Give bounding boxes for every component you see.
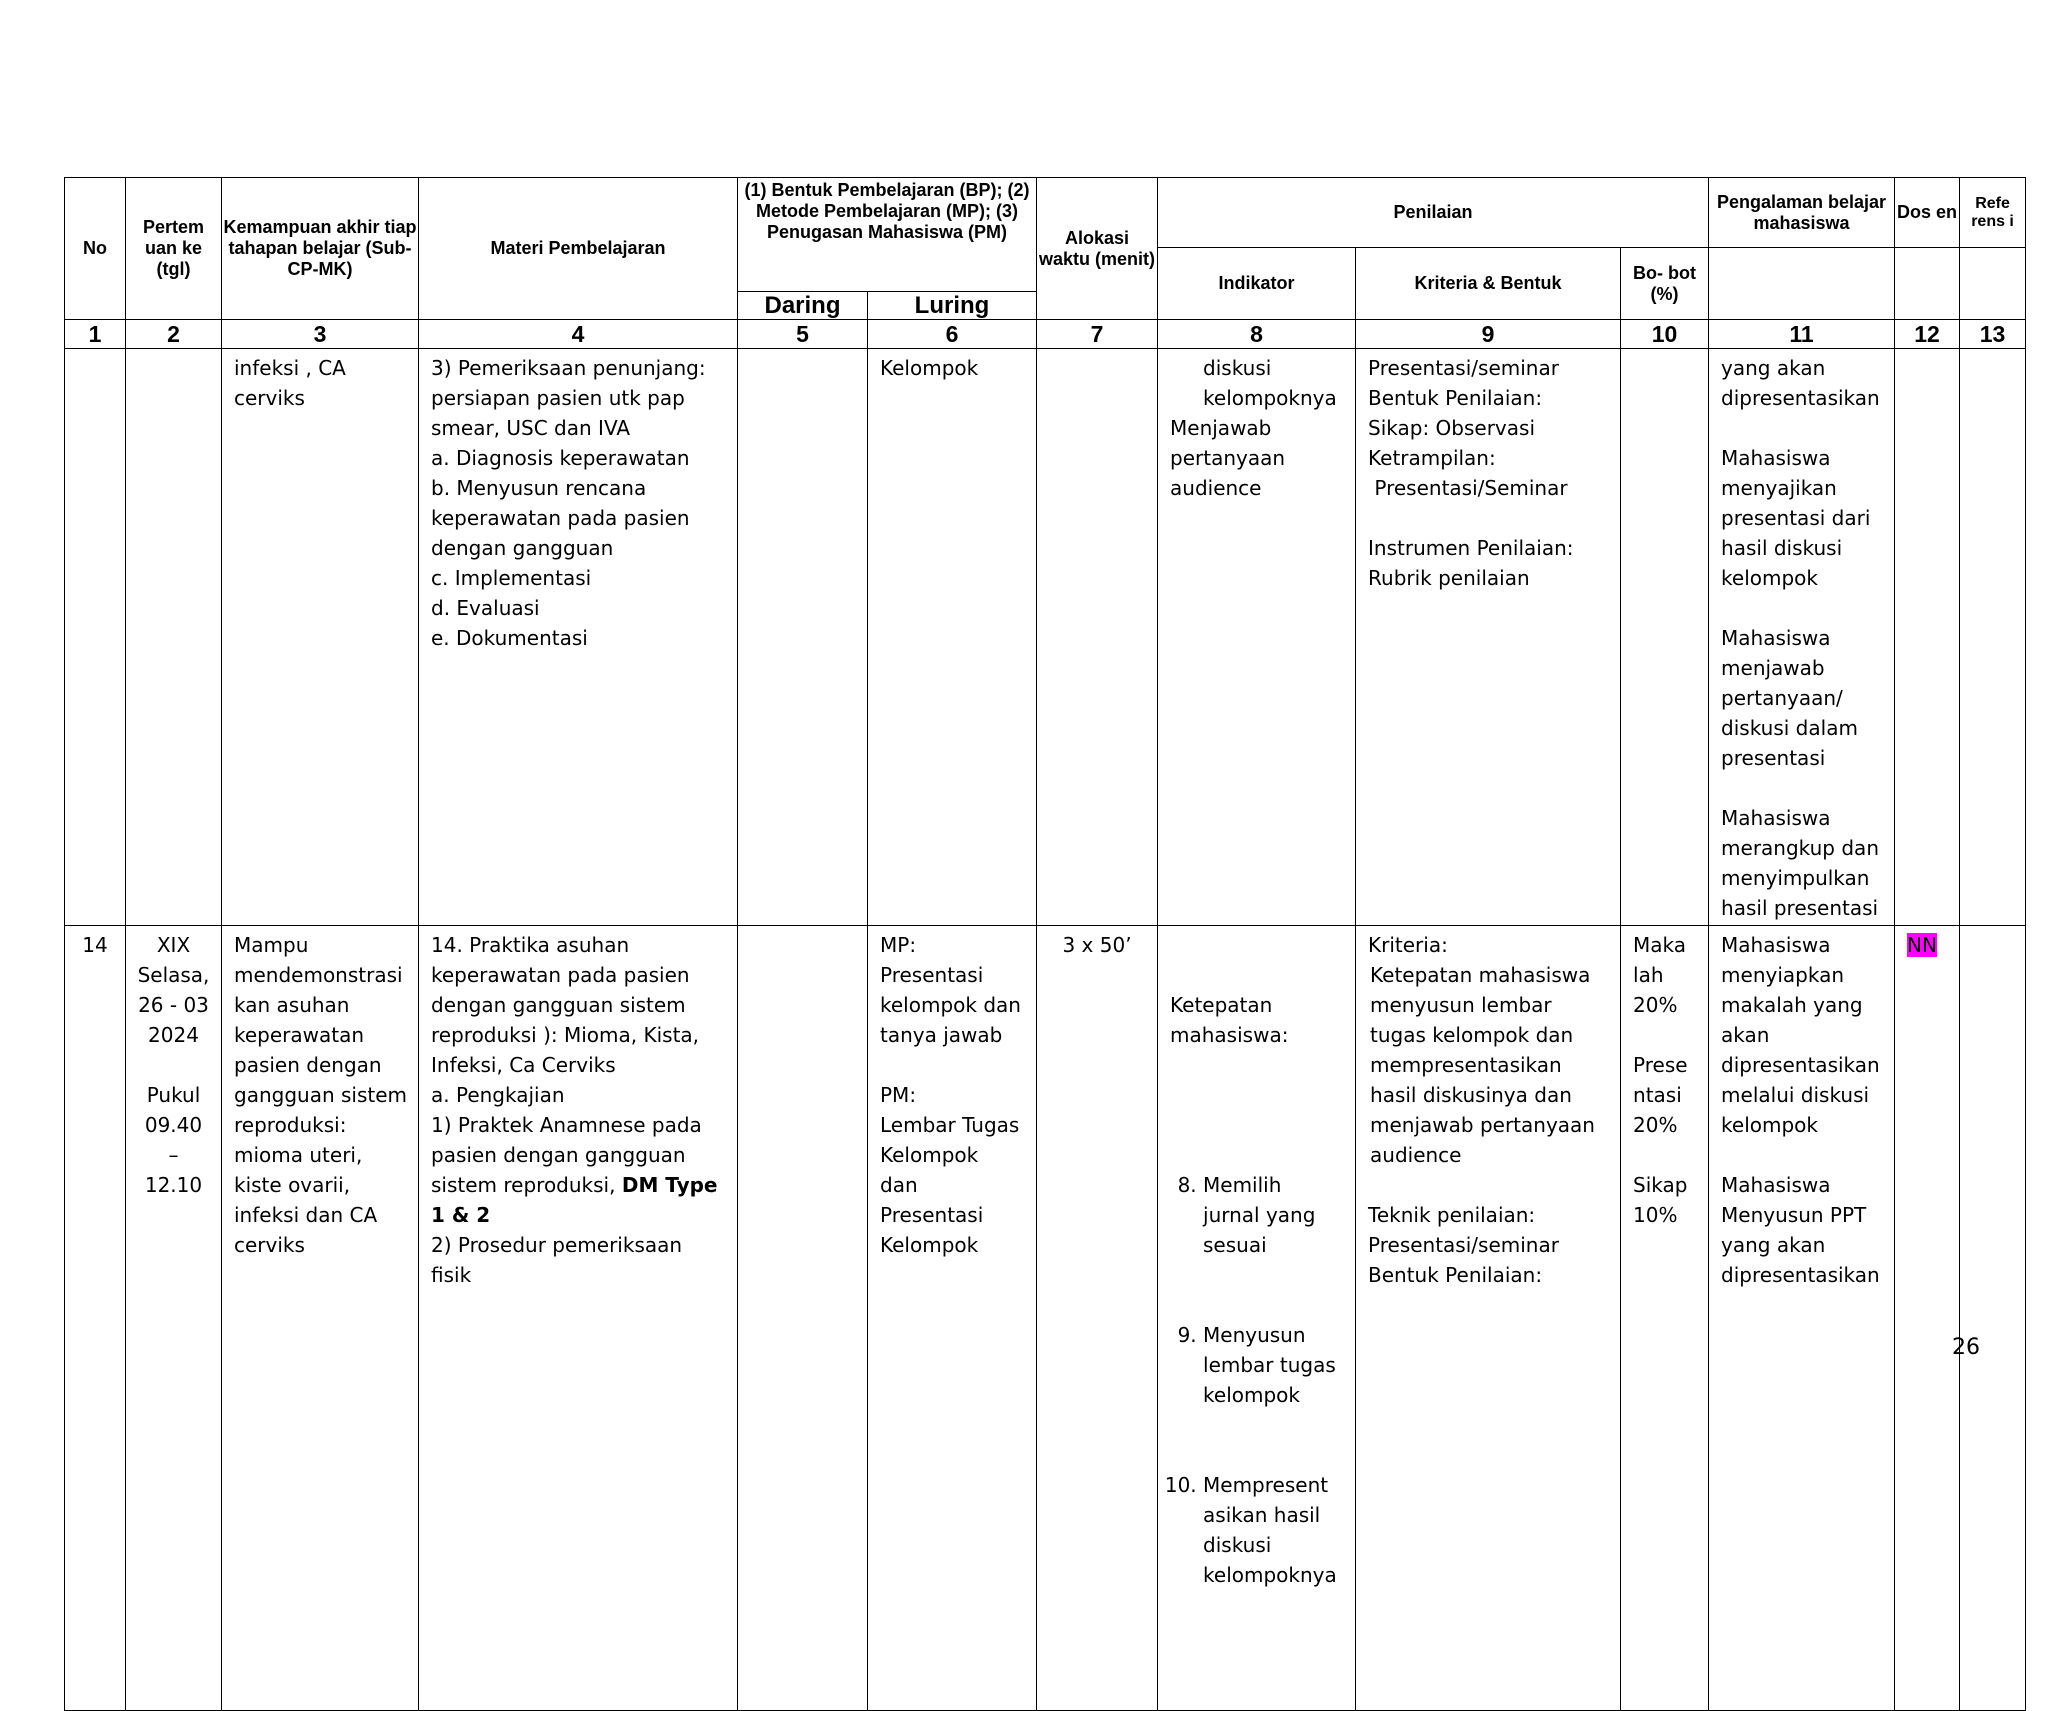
column-number: 11 (1709, 320, 1895, 349)
cell-no: 14 (65, 926, 126, 1711)
column-number: 5 (738, 320, 868, 349)
header-referensi-blank (1960, 248, 2026, 320)
header-daring: Daring (738, 292, 868, 320)
cell-pengalaman: yang akan dipresentasikan Mahasiswa menyajikan presentasi dari hasil diskusi kelompok Mahasiswa menjawab pertanyaan/ diskusi dalam presentasi Mahasiswa merangkup dan menyimpulkan hasil presentasi (1709, 349, 1895, 926)
column-number: 1 (65, 320, 126, 349)
cell-kriteria: Presentasi/seminar Bentuk Penilaian: Sikap: Observasi Ketrampilan: Presentasi/Seminar Instrumen Penilaian: Rubrik penilaian (1356, 349, 1621, 926)
column-number-row (65, 320, 2026, 349)
column-number: 9 (1356, 320, 1621, 349)
kriteria-body: Ketepatan mahasiswa menyusun lembar tugas kelompok dan mempresentasikan hasil diskusinya dan menjawab pertanyaan audience (1370, 963, 1595, 1167)
indikator-text: Menjawab pertanyaan audience (1170, 416, 1286, 500)
cell-referensi (1960, 926, 2026, 1711)
cell-alokasi: 3 x 50’ (1037, 926, 1158, 1711)
dosen-highlight: NN (1907, 933, 1937, 957)
cell-referensi (1960, 349, 2026, 926)
cell-bobot (1621, 349, 1709, 926)
indikator-list (1170, 1110, 1347, 1650)
cell-pertemuan (126, 349, 222, 926)
cell-daring (738, 926, 868, 1711)
cell-daring (738, 349, 868, 926)
cell-bobot: Maka lah 20% Prese ntasi 20% Sikap 10% (1621, 926, 1709, 1711)
materi-text-cont: 2) Prosedur pemeriksaan fisik (431, 1233, 683, 1287)
header-indikator: Indikator (1158, 248, 1356, 320)
page-number: 26 (1952, 1335, 1980, 1360)
column-number: 3 (222, 320, 419, 349)
cell-kemampuan: Mampu mendemonstrasi kan asuhan keperawatan pasien dengan gangguan sistem reproduksi: mioma uteri, kiste ovarii, infeksi dan CA cerviks (222, 926, 419, 1711)
indikator-item: 8. Memilih jurnal yang sesuai (1203, 1170, 1347, 1260)
header-alokasi: Alokasi waktu (menit) (1037, 178, 1158, 320)
header-pengalaman: Pengalaman belajar mahasiswa (1709, 178, 1895, 248)
cell-pengalaman: Mahasiswa menyiapkan makalah yang akan dipresentasikan melalui diskusi kelompok Mahasiswa Menyusun PPT yang akan dipresentasikan (1709, 926, 1895, 1711)
cell-kriteria (1356, 926, 1621, 1711)
column-number: 8 (1158, 320, 1356, 349)
column-number: 4 (419, 320, 738, 349)
table-row-continued (65, 349, 2026, 926)
header-bobot: Bo- bot (%) (1621, 248, 1709, 320)
header-dosen: Dos en (1895, 178, 1960, 248)
materi-bold-text: DM Type 1 & 2 (431, 1173, 718, 1227)
materi-text: 14. Praktika asuhan keperawatan pada pasien dengan gangguan sistem reproduksi ): Mioma, Kista, Infeksi, Ca Cerviks a. Pengkajian 1) Praktek Anamnese pada pasien dengan gangguan sistem reproduksi, (431, 933, 702, 1197)
column-number: 13 (1960, 320, 2026, 349)
cell-luring: MP: Presentasi kelompok dan tanya jawab PM: Lembar Tugas Kelompok dan Presentasi Kelompok (868, 926, 1037, 1711)
column-number: 2 (126, 320, 222, 349)
column-number: 12 (1895, 320, 1960, 349)
cell-materi: 3) Pemeriksaan penunjang: persiapan pasien utk pap smear, USC dan IVA a. Diagnosis keperawatan b. Menyusun rencana keperawatan pada pasien dengan gangguan c. Implementasi d. Evaluasi e. Dokumentasi (419, 349, 738, 926)
header-penilaian: Penilaian (1158, 178, 1709, 248)
indikator-intro: Ketepatan mahasiswa: (1170, 993, 1289, 1047)
cell-indikator (1158, 926, 1356, 1711)
cell-dosen (1895, 926, 1960, 1711)
header-bentuk-pembelajaran: (1) Bentuk Pembelajaran (BP); (2) Metode Pembelajaran (MP); (3) Penugasan Mahasiswa (PM) (738, 178, 1037, 292)
cell-indikator (1158, 349, 1356, 926)
header-pengalaman-blank (1709, 248, 1895, 320)
cell-luring: Kelompok (868, 349, 1037, 926)
column-number: 6 (868, 320, 1037, 349)
indikator-item: 9. Menyusun lembar tugas kelompok (1203, 1320, 1347, 1410)
rps-table (64, 177, 2026, 1711)
cell-pertemuan: XIX Selasa, 26 - 03 2024 Pukul 09.40 – 12.10 (126, 926, 222, 1711)
table-row-14 (65, 926, 2026, 1711)
header-materi: Materi Pembelajaran (419, 178, 738, 320)
header-kriteria: Kriteria & Bentuk (1356, 248, 1621, 320)
cell-no (65, 349, 126, 926)
cell-kemampuan: infeksi , CA cerviks (222, 349, 419, 926)
cell-dosen (1895, 349, 1960, 926)
cell-materi (419, 926, 738, 1711)
cell-alokasi (1037, 349, 1158, 926)
kriteria-head: Kriteria: (1368, 933, 1448, 957)
column-number: 10 (1621, 320, 1709, 349)
header-kemampuan: Kemampuan akhir tiap tahapan belajar (Sub-CP-MK) (222, 178, 419, 320)
header-referensi: Refe rens i (1960, 178, 2026, 248)
indikator-continued: diskusi kelompoknya (1203, 356, 1337, 410)
header-pertemuan: Pertem uan ke (tgl) (126, 178, 222, 320)
column-number: 7 (1037, 320, 1158, 349)
header-dosen-blank (1895, 248, 1960, 320)
kriteria-tail: Teknik penilaian: Presentasi/seminar Bentuk Penilaian: (1368, 1203, 1559, 1287)
header-no: No (65, 178, 126, 320)
header-luring: Luring (868, 292, 1037, 320)
indikator-item: 10. Mempresent asikan hasil diskusi kelompoknya (1203, 1470, 1347, 1590)
